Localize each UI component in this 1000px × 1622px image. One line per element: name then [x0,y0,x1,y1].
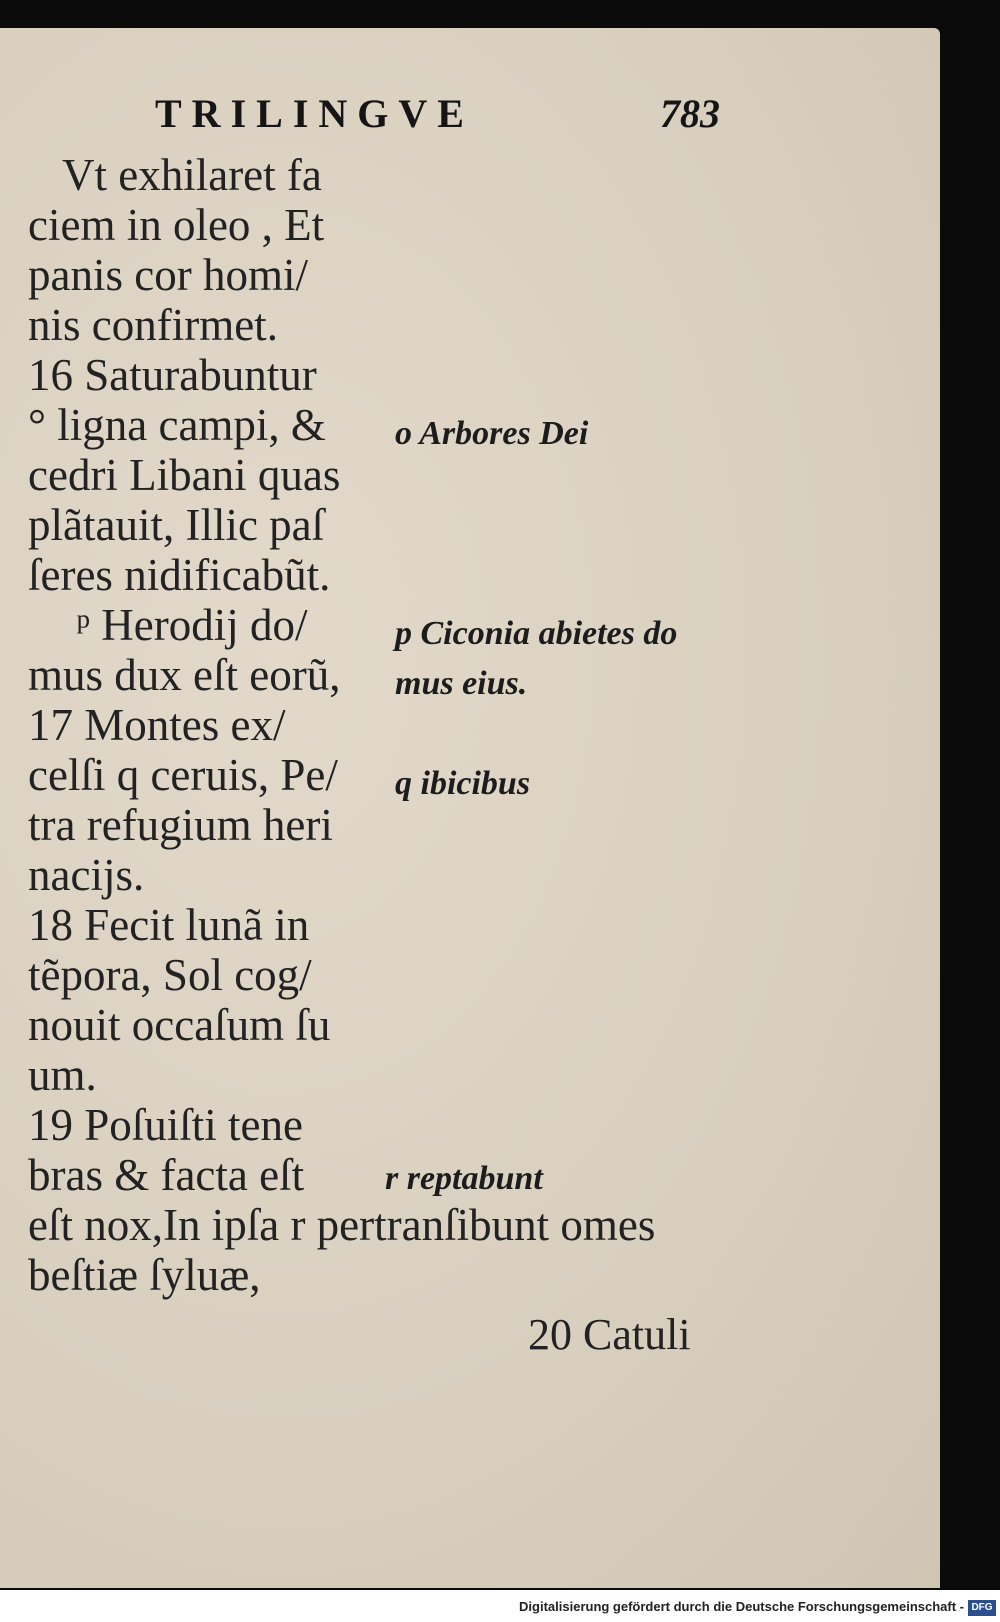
text-line: ° ligna campi, & [28,400,326,450]
page-number: 783 [660,91,720,136]
marginal-note [395,765,530,803]
text-line: Vt exhilaret fa [62,150,322,200]
marginal-note [385,1160,543,1198]
text-line: plãtauit, Illic paſ [28,500,325,550]
text-line: 16 Saturabuntur [28,350,317,400]
note-label: o [395,415,412,452]
note-text: Ciconia abietes do [420,615,678,652]
text-line: nacijs. [28,850,145,900]
catchword: 20 Catuli [528,1310,691,1359]
marginal-note [395,615,677,653]
text-line: tra refugium heri [28,800,333,850]
text-line: nouit occaſum ſu [28,1000,331,1050]
marginal-note [395,665,527,703]
dfg-logo: DFG [968,1600,996,1616]
text-line: ſeres nidificabũt. [28,550,331,600]
text-line: tẽpora, Sol cog/ [28,950,312,1000]
text-line: nis confirmet. [28,300,278,350]
text-line: beſtiæ ſyluæ, [28,1250,261,1300]
text-line: panis cor homi/ [28,250,308,300]
note-label: r [385,1160,399,1197]
note-text: reptabunt [406,1160,543,1197]
marginal-note [395,415,588,453]
text-line: celſi q ceruis, Pe/ [28,750,338,800]
text-line: cedri Libani quas [28,450,341,500]
note-label: q [395,765,412,802]
text-line: ᵖ Herodij do/ [76,600,308,650]
footer-credit: Digitalisierung gefördert durch die Deutsche Forschungsgemeinschaft - [519,1599,964,1614]
running-head: TRILINGVE [155,91,474,136]
footer-bar [0,1590,1000,1622]
text-line: 18 Fecit lunã in [28,900,310,950]
text-line: mus dux eſt eorũ, [28,650,341,700]
text-line: eſt nox,In ipſa r pertranſibunt omes [28,1200,656,1250]
note-text: ibicibus [420,765,531,802]
text-line: bras & facta eſt [28,1150,305,1200]
text-line: 19 Poſuiſti tene [28,1100,303,1150]
note-text: Arbores Dei [419,415,589,452]
text-line: ciem in oleo , Et [28,200,325,250]
text-line: 17 Montes ex/ [28,700,286,750]
note-label: p [395,615,412,652]
text-line: um. [28,1050,97,1100]
note-text: mus eius. [395,665,528,702]
